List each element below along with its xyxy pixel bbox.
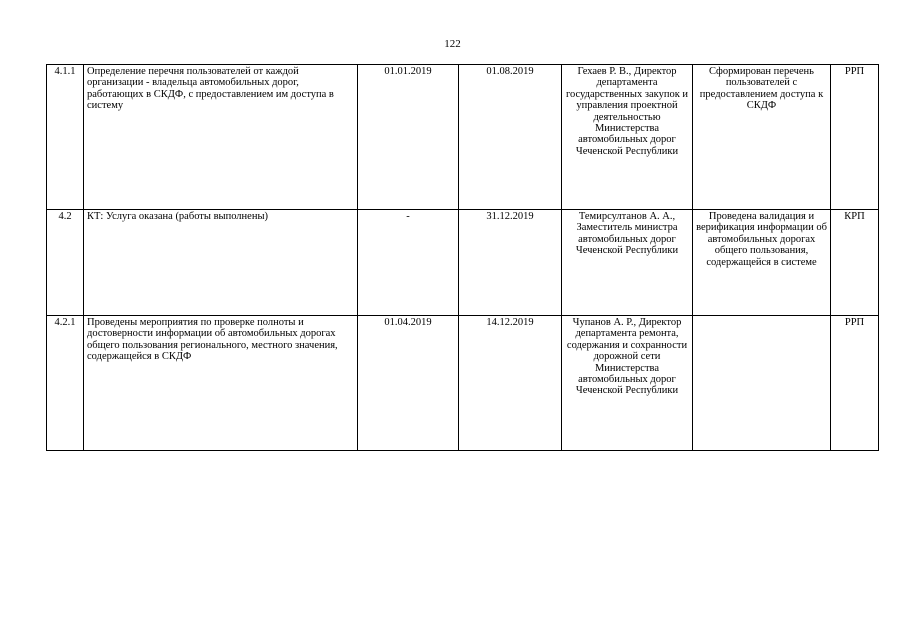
start-date: 01.04.2019 <box>358 316 459 451</box>
task-name: Определение перечня пользователей от каждой организации - владельца автомобильных дорог, работающих в СКДФ, с предоставлением им доступа в систему <box>84 65 358 210</box>
start-date: - <box>358 210 459 316</box>
task-name: Проведены мероприятия по проверке полноты и достоверности информации об автомобильных дорогах общего пользования регионального, местного значения, содержащейся в СКДФ <box>84 316 358 451</box>
table-row <box>47 210 879 316</box>
row-number: 4.2.1 <box>47 316 84 451</box>
end-date: 01.08.2019 <box>459 65 562 210</box>
end-date: 31.12.2019 <box>459 210 562 316</box>
page-number: 122 <box>444 38 461 50</box>
start-date: 01.01.2019 <box>358 65 459 210</box>
responsible-person: Чупанов А. Р., Директор департамента ремонта, содержания и сохранности дорожной сети Министерства автомобильных дорог Чеченской Республики <box>562 316 693 451</box>
control-level: КРП <box>831 210 879 316</box>
control-level: РРП <box>831 65 879 210</box>
control-level: РРП <box>831 316 879 451</box>
end-date: 14.12.2019 <box>459 316 562 451</box>
task-name: КТ: Услуга оказана (работы выполнены) <box>84 210 358 316</box>
plan-table <box>46 64 879 451</box>
table-row <box>47 65 879 210</box>
table-row <box>47 316 879 451</box>
responsible-person: Темирсултанов А. А., Заместитель министра автомобильных дорог Чеченской Республики <box>562 210 693 316</box>
row-number: 4.1.1 <box>47 65 84 210</box>
task-result: Проведена валидация и верификация информации об автомобильных дорогах общего пользования, содержащейся в системе <box>693 210 831 316</box>
row-number: 4.2 <box>47 210 84 316</box>
task-result <box>693 316 831 451</box>
task-result: Сформирован перечень пользователей с предоставлением доступа к СКДФ <box>693 65 831 210</box>
responsible-person: Гехаев Р. В., Директор департамента государственных закупок и управления проектной деятельностью Министерства автомобильных дорог Чеченской Республики <box>562 65 693 210</box>
